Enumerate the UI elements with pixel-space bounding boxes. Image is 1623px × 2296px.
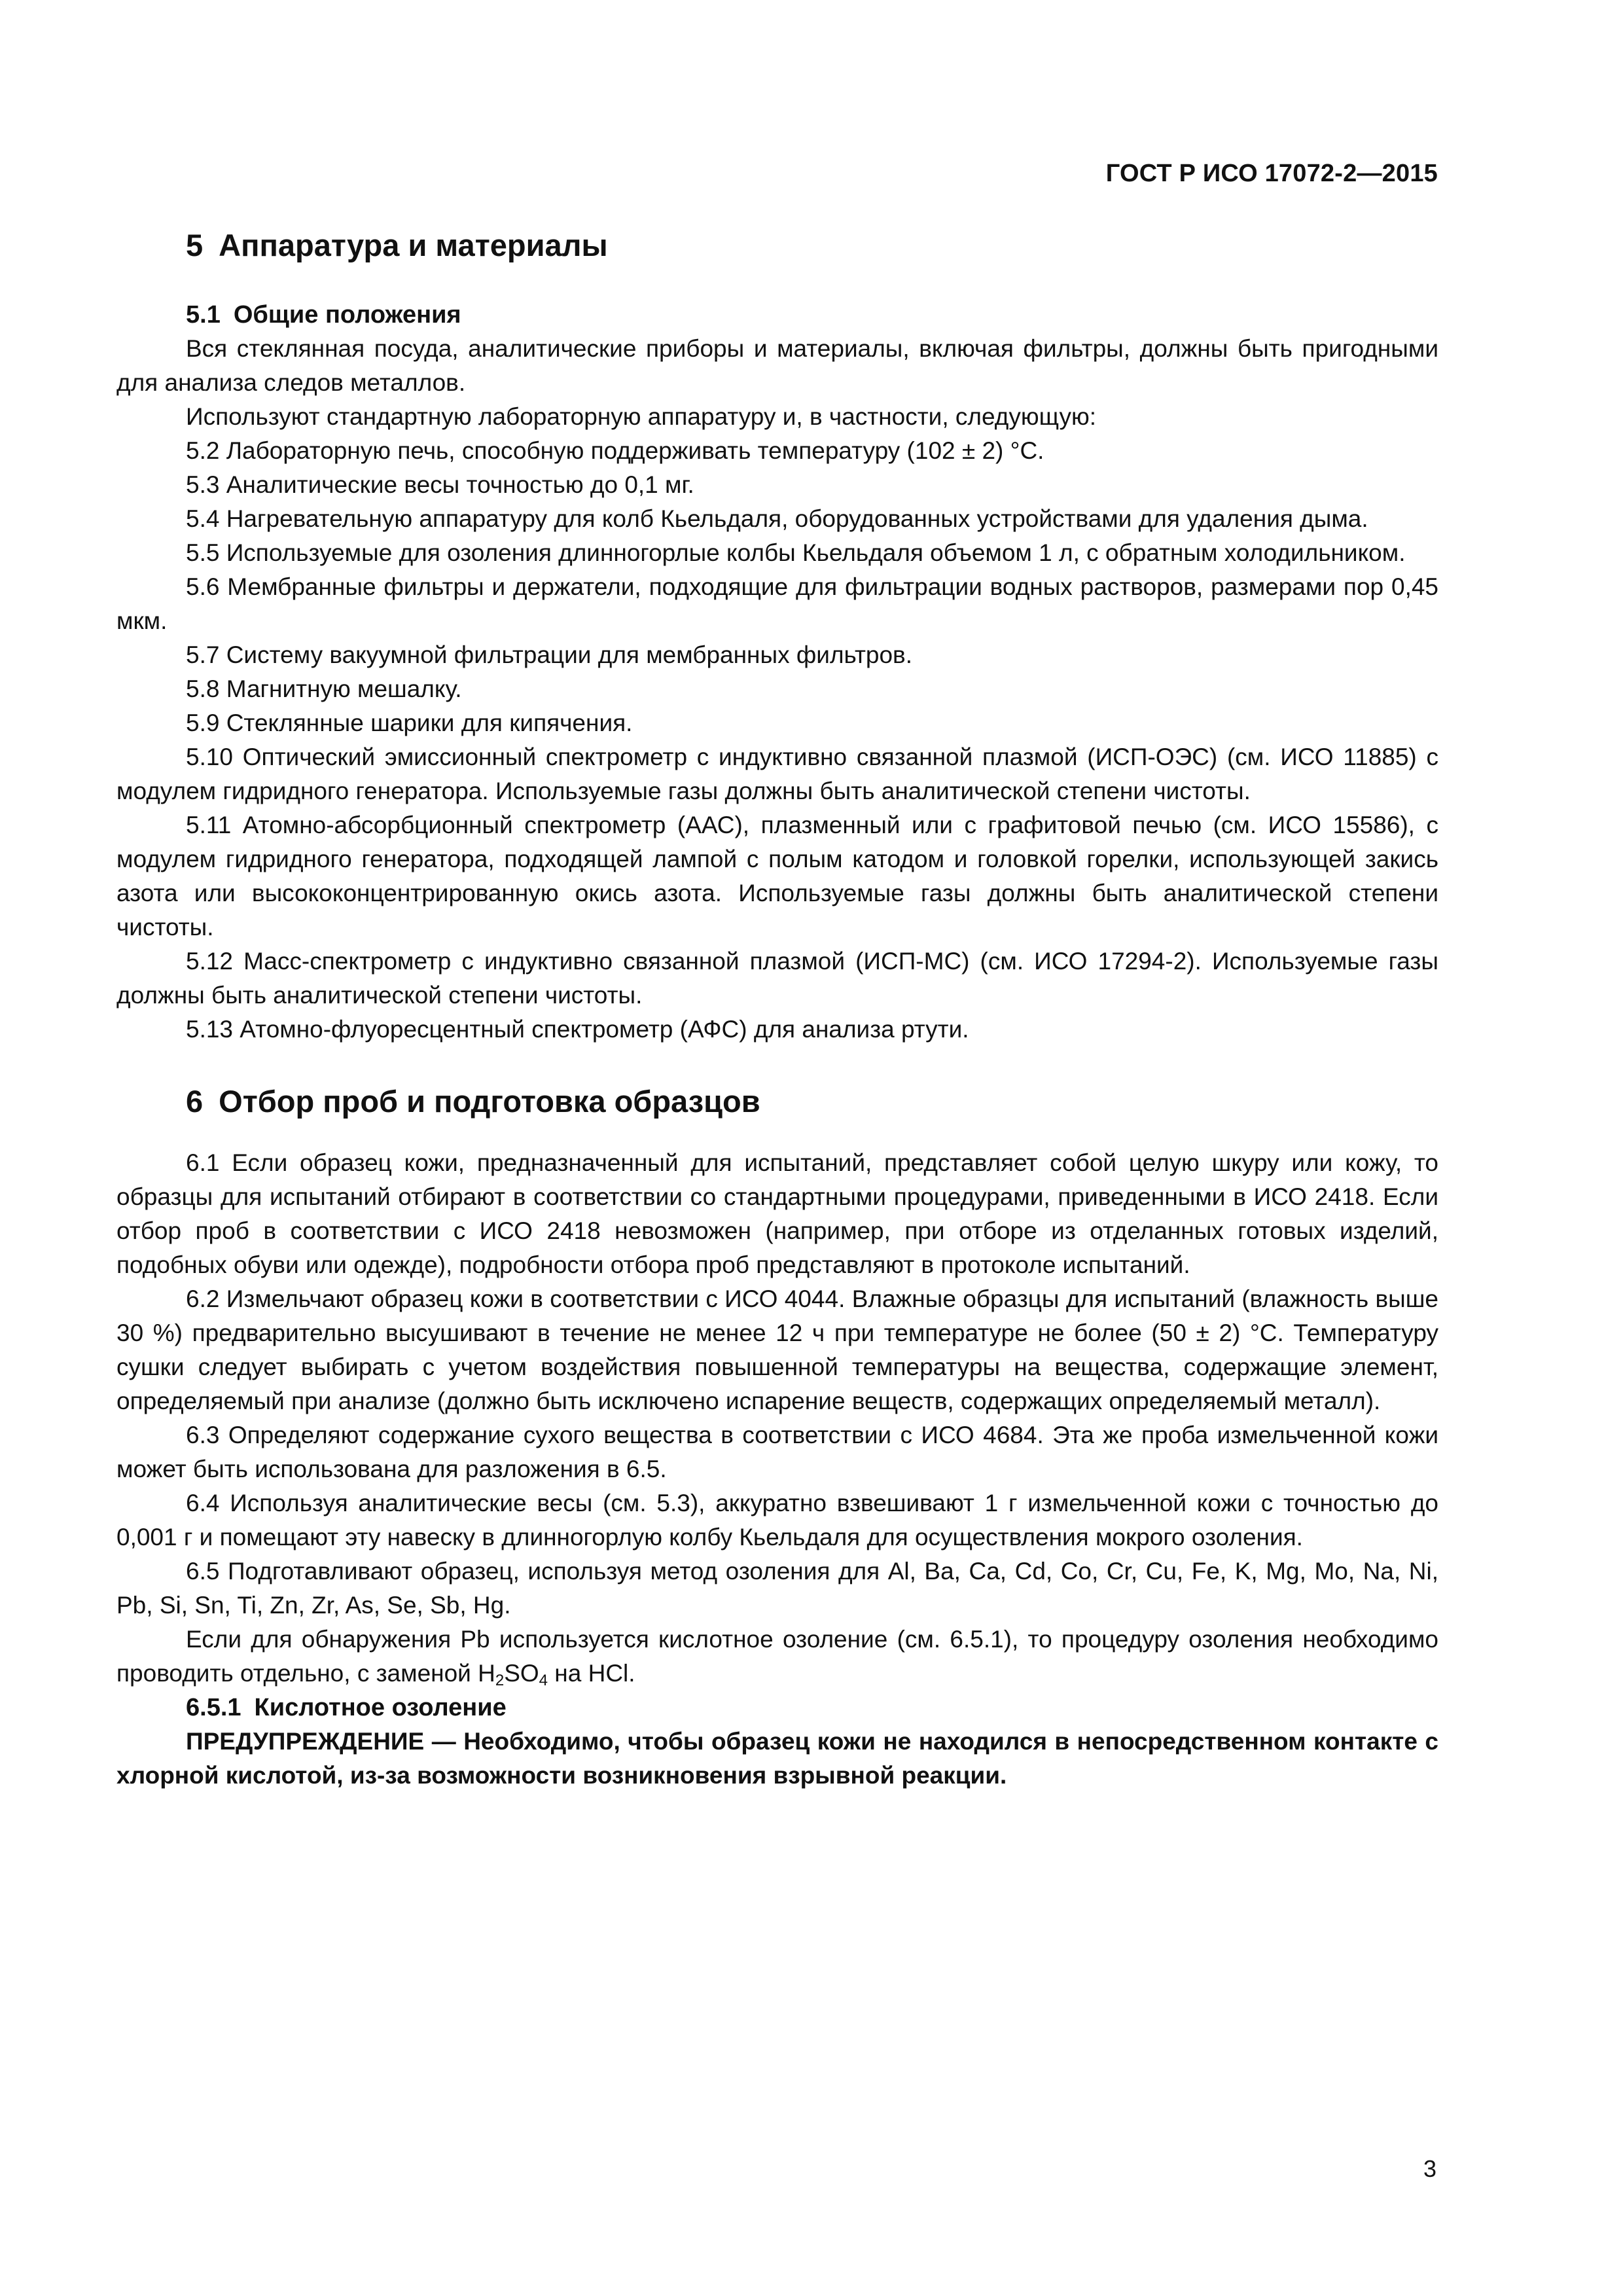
paragraph: 5.13 Атомно-флуоресцентный спектрометр (АФС) для анализа ртути. (186, 1016, 969, 1043)
paragraph: 5.5 Используемые для озоления длинногорлые колбы Кьельдаля объемом 1 л, с обратным холодильником. (186, 539, 1406, 566)
paragraph: 5.7 Систему вакуумной фильтрации для мембранных фильтров. (186, 641, 912, 668)
paragraph: 5.6 Мембранные фильтры и держатели, подходящие для фильтрации водных растворов, размерами пор 0,45 мкм. (116, 573, 1438, 634)
paragraph: 5.2 Лабораторную печь, способную поддерживать температуру (102 ± 2) °С. (186, 437, 1044, 464)
section-6-title: Отбор проб и подготовка образцов (219, 1084, 760, 1119)
subsection-5-1-heading (116, 298, 1438, 332)
section-5-number: 5 (186, 228, 204, 262)
paragraph: 5.8 Магнитную мешалку. (186, 675, 462, 702)
section-6-number: 6 (186, 1084, 204, 1119)
document-id-header: ГОСТ Р ИСО 17072-2—2015 (1105, 160, 1438, 187)
paragraph: 5.9 Стеклянные шарики для кипячения. (186, 709, 633, 736)
section-6 (116, 1082, 1438, 1793)
paragraph: 6.1 Если образец кожи, предназначенный для испытаний, представляет собой целую шкуру или кожу, то образцы для испытаний отбирают в соответствии со стандартными процедурами, приведенными в ИСО 2418. Если отбор проб в соответствии с ИСО 2418 невозможен (например, при отборе из отделанных готовых изделий, подобных обуви или одежде), подробности отбора проб представляют в протоколе испытаний. (116, 1149, 1438, 1278)
paragraph: 5.11 Атомно-абсорбционный спектрометр (ААС), плазменный или с графитовой печью (см. ИСО 15586), с модулем гидридного генератора, подходящей лампой с полым катодом и головкой горелки, использующей закись азота или высококонцентрированную окись азота. Используемые газы должны быть аналитической степени чистоты. (116, 812, 1438, 941)
page-content (116, 226, 1438, 1793)
paragraph: 5.12 Масс-спектрометр с индуктивно связанной плазмой (ИСП-МС) (см. ИСО 17294-2). Используемые газы должны быть аналитической степени чистоты. (116, 948, 1438, 1009)
paragraph: 5.4 Нагревательную аппаратуру для колб Кьельдаля, оборудованных устройствами для удаления дыма. (186, 505, 1368, 532)
warning-text: ПРЕДУПРЕЖДЕНИЕ — Необходимо, чтобы образец кожи не находился в непосредственном контакте с хлорной кислотой, из-за возможности возникновения взрывной реакции. (116, 1728, 1438, 1789)
section-5-heading (116, 226, 1438, 265)
subsection-5-1-number: 5.1 (186, 301, 221, 329)
paragraph: Используют стандартную лабораторную аппаратуру и, в частности, следующую: (186, 403, 1096, 430)
pb-note-paragraph (116, 1623, 1438, 1691)
subscript: 2 (495, 1672, 505, 1689)
paragraph: 6.3 Определяют содержание сухого вещества в соответствии с ИСО 4684. Эта же проба измельченной кожи может быть использована для разложения в 6.5. (116, 1422, 1438, 1482)
subsection-6-5-1-heading (116, 1691, 1438, 1725)
subsection-6-5-1-number: 6.5.1 (186, 1694, 241, 1721)
paragraph: Вся стеклянная посуда, аналитические приборы и материалы, включая фильтры, должны быть пригодными для анализа следов металлов. (116, 335, 1438, 396)
subscript: 4 (539, 1672, 548, 1689)
pb-note-text: Если для обнаружения Pb используется кислотное озоление (см. 6.5.1), то процедуру озоления необходимо проводить отдельно, с заменой H (116, 1626, 1438, 1687)
paragraph: 6.2 Измельчают образец кожи в соответствии с ИСО 4044. Влажные образцы для испытаний (влажность выше 30 %) предварительно высушивают в течение не менее 12 ч при температуре не более (50 ± 2) °С. Температуру сушки следует выбирать с учетом воздействия повышенной температуры на вещества, содержащие элемент, определяемый при анализе (должно быть исключено испарение веществ, содержащих определяемый металл). (116, 1285, 1438, 1414)
paragraph: 5.3 Аналитические весы точностью до 0,1 мг. (186, 471, 694, 498)
section-6-heading (116, 1082, 1438, 1121)
paragraph: 6.4 Используя аналитические весы (см. 5.3), аккуратно взвешивают 1 г измельченной кожи с точностью до 0,001 г и помещают эту навеску в длинногорлую колбу Кьельдаля для осуществления мокрого озоления. (116, 1490, 1438, 1551)
subsection-6-5-1-title: Кислотное озоление (254, 1694, 507, 1721)
pb-note-text: SO (504, 1660, 539, 1687)
section-5-title: Аппаратура и материалы (219, 228, 608, 262)
paragraph: 5.10 Оптический эмиссионный спектрометр с индуктивно связанной плазмой (ИСП-ОЭС) (см. ИСО 11885) с модулем гидридного генератора. Используемые газы должны быть аналитической степени чистоты. (116, 744, 1438, 804)
pb-note-text: на HCl. (548, 1660, 635, 1687)
subsection-5-1-title: Общие положения (233, 301, 461, 329)
page-number: 3 (1423, 2155, 1436, 2182)
section-5 (116, 226, 1438, 1047)
paragraph: 6.5 Подготавливают образец, используя метод озоления для Al, Ba, Ca, Cd, Co, Cr, Cu, Fe, K, Mg, Mo, Na, Ni, Pb, Si, Sn, Ti, Zn, Zr, As, Se, Sb, Hg. (116, 1558, 1438, 1619)
